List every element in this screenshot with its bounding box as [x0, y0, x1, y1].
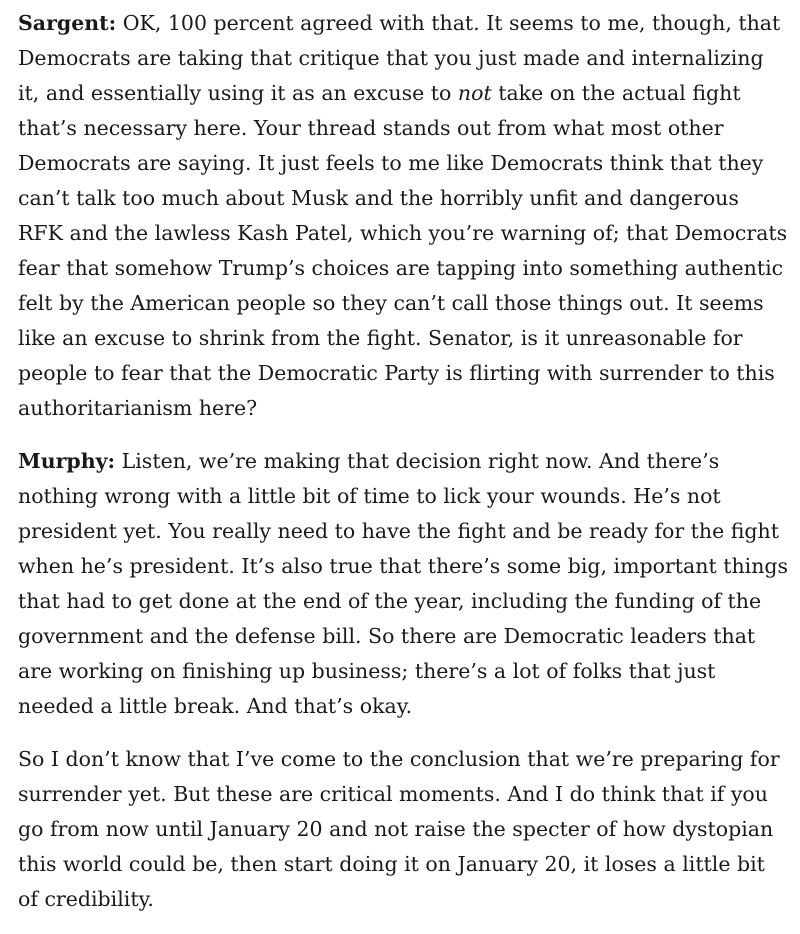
paragraph-text: OK, 100 percent agreed with that. It seems to me, though, that Democrats are taking that critique that you just made and internalizing it, and essentially using it as an excuse to	[18, 11, 781, 105]
paragraph-murphy	[18, 444, 790, 724]
paragraph-text: take on the actual fight that’s necessary here. Your thread stands out from what most other Democrats are saying. It just feels to me like Democrats think that they can’t talk too much about Musk and the horribly unfit and dangerous RFK and the lawless Kash Patel, which you’re warning of; that Democrats fear that somehow Trump’s choices are tapping into something authentic felt by the American people so they can’t call those things out. It seems like an excuse to shrink from the fight. Senator, is it unreasonable for people to fear that the Democratic Party is flirting with surrender to this authoritarianism here?	[18, 81, 788, 420]
paragraph-text: So I don’t know that I’ve come to the conclusion that we’re preparing for surrender yet. But these are critical moments. And I do think that if you go from now until January 20 and not raise the specter of how dystopian this world could be, then start doing it on January 20, it loses a little bit of credibility.	[18, 747, 780, 911]
paragraph-sargent	[18, 6, 790, 426]
speaker-name: Sargent:	[18, 11, 117, 35]
paragraph-text: Listen, we’re making that decision right now. And there’s nothing wrong with a little bit of time to lick your wounds. He’s not president yet. You really need to have the fight and be ready for the fight when he’s president. It’s also true that there’s some big, important things that had to get done at the end of the year, including the funding of the government and the defense bill. So there are Democratic leaders that are working on finishing up business; there’s a lot of folks that just needed a little break. And that’s okay.	[18, 449, 789, 718]
paragraph-murphy-continued	[18, 742, 790, 917]
emphasized-text: not	[457, 81, 492, 105]
speaker-name: Murphy:	[18, 449, 116, 473]
